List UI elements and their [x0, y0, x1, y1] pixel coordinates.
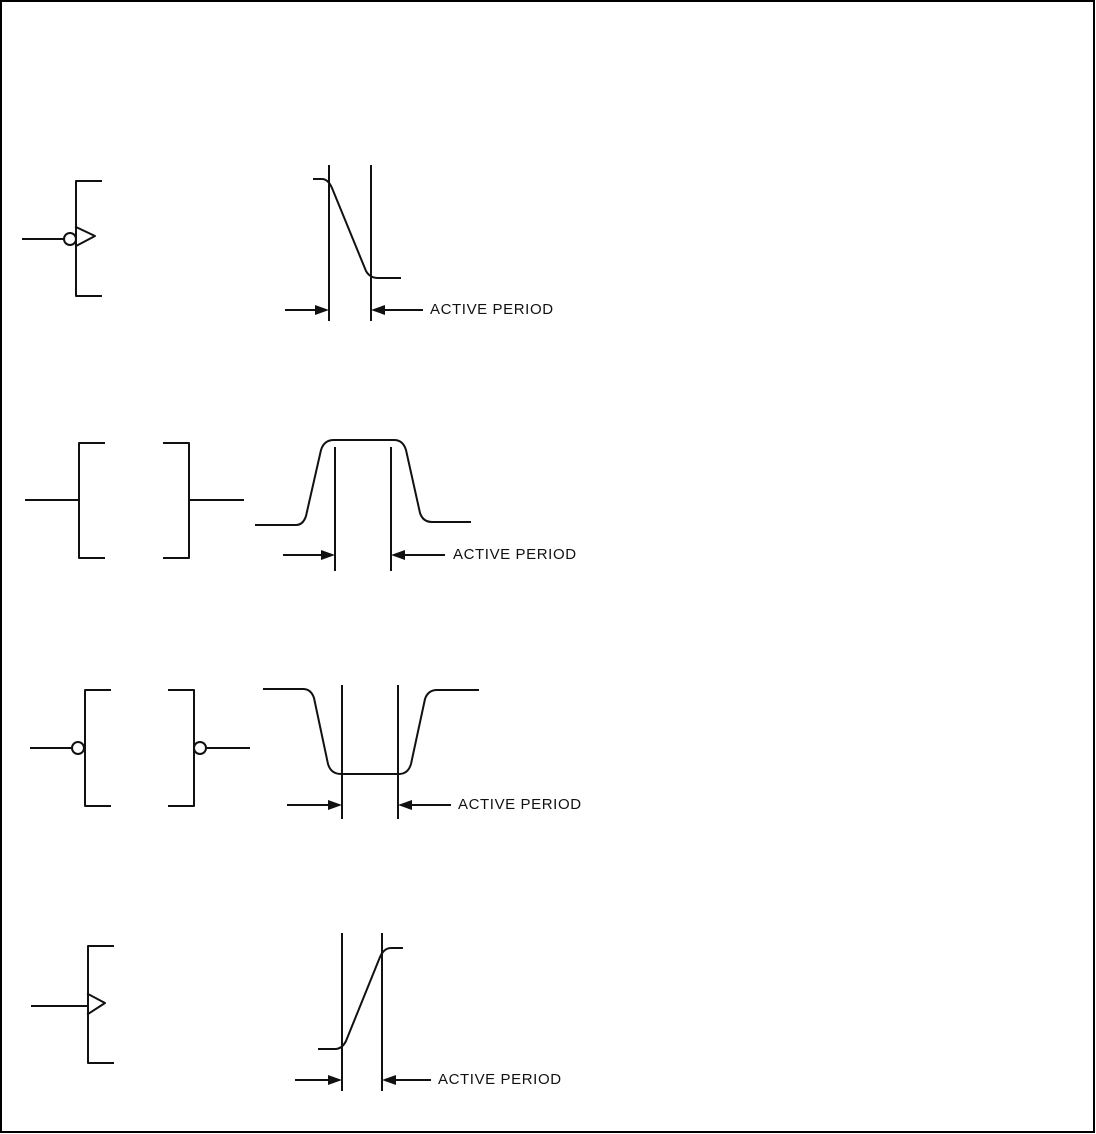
negative-level-symbol [31, 690, 249, 806]
clock-triangle-icon [76, 227, 95, 246]
positive-edge-clock-symbol [32, 946, 113, 1063]
right-arrowhead-icon [371, 305, 385, 315]
row-1-active-period-label: ACTIVE PERIOD [430, 301, 554, 318]
falling-edge-signal [313, 179, 401, 278]
diagram-border [1, 1, 1094, 1132]
falling-edge-waveform [286, 166, 554, 320]
row-2-high-pulse [26, 440, 577, 570]
right-arrowhead-icon [382, 1075, 396, 1085]
negative-edge-clock-symbol [23, 181, 101, 296]
output-negation-bubble-icon [194, 742, 206, 754]
left-arrowhead-icon [328, 1075, 342, 1085]
input-negation-bubble-icon [72, 742, 84, 754]
right-arrowhead-icon [398, 800, 412, 810]
row-3-low-pulse [31, 686, 582, 818]
rising-edge-signal [318, 948, 403, 1049]
clock-triangle-icon [88, 994, 105, 1014]
row-3-active-period-label: ACTIVE PERIOD [458, 796, 582, 813]
high-pulse-waveform [255, 440, 577, 570]
row-2-active-period-label: ACTIVE PERIOD [453, 546, 577, 563]
bracket-right [164, 443, 189, 558]
bracket-left [85, 690, 110, 806]
bracket-left [88, 946, 113, 1063]
low-pulse-signal [263, 689, 479, 774]
right-arrowhead-icon [391, 550, 405, 560]
row-1-falling-edge [23, 166, 554, 320]
rising-edge-waveform [296, 934, 562, 1090]
left-arrowhead-icon [321, 550, 335, 560]
low-pulse-waveform [263, 686, 582, 818]
positive-level-symbol [26, 443, 243, 558]
row-4-rising-edge [32, 934, 562, 1090]
bracket-right [169, 690, 194, 806]
high-pulse-signal [255, 440, 471, 525]
negation-bubble-icon [64, 233, 76, 245]
row-4-active-period-label: ACTIVE PERIOD [438, 1071, 562, 1088]
left-arrowhead-icon [315, 305, 329, 315]
left-arrowhead-icon [328, 800, 342, 810]
bracket-left [79, 443, 104, 558]
